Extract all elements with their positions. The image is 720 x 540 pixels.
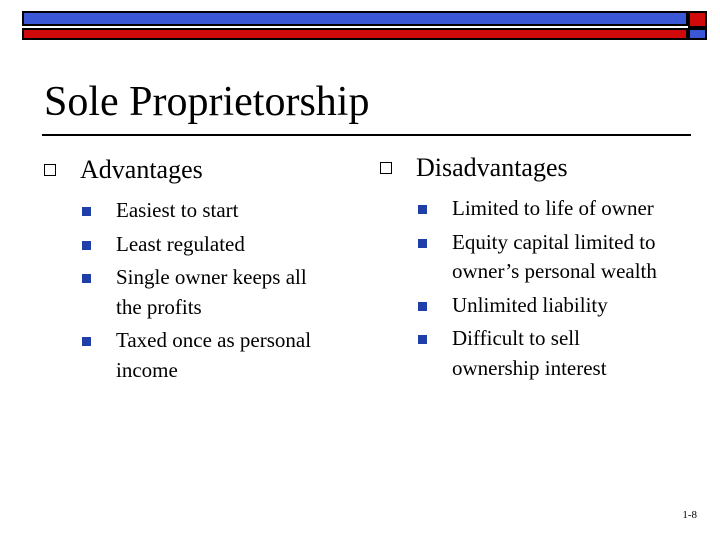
advantages-heading xyxy=(44,152,304,188)
list-item xyxy=(44,263,316,322)
list-item xyxy=(380,291,657,321)
list-item-text: Taxed once as personal income xyxy=(116,328,312,382)
filled-square-bullet-icon xyxy=(82,274,91,283)
slide-title: Sole Proprietorship xyxy=(44,79,370,125)
disadvantages-list xyxy=(380,194,657,383)
list-item-text: Equity capital limited to owner’s personal wealth xyxy=(452,229,657,283)
advantages-list xyxy=(44,196,312,385)
filled-square-bullet-icon xyxy=(82,241,91,250)
disadvantages-heading xyxy=(380,150,640,186)
list-item-text: Difficult to sell ownership interest xyxy=(452,326,607,380)
filled-square-bullet-icon xyxy=(418,239,427,248)
list-item-text: Unlimited liability xyxy=(452,292,608,317)
list-item-text: Least regulated xyxy=(116,231,245,256)
list-item-text: Limited to life of owner xyxy=(452,196,654,220)
list-item xyxy=(44,326,316,385)
advantages-column xyxy=(44,152,312,389)
list-item xyxy=(380,228,657,287)
hollow-square-bullet-icon xyxy=(380,162,392,174)
list-item xyxy=(380,324,657,383)
list-item-text: Easiest to start xyxy=(116,198,239,222)
disadvantages-column xyxy=(380,150,657,387)
list-item xyxy=(380,194,657,224)
filled-square-bullet-icon xyxy=(82,207,91,216)
hollow-square-bullet-icon xyxy=(44,164,56,176)
title-divider xyxy=(42,134,691,136)
filled-square-bullet-icon xyxy=(82,337,91,346)
list-item xyxy=(44,230,316,260)
disadvantages-heading-text: Disadvantages xyxy=(416,153,568,182)
header-bar-blue xyxy=(22,11,688,26)
filled-square-bullet-icon xyxy=(418,205,427,214)
header-corner-red-square xyxy=(688,11,707,28)
list-item-text: Single owner keeps all the profits xyxy=(116,265,307,319)
header-corner-blue-square xyxy=(688,28,707,40)
advantages-heading-text: Advantages xyxy=(80,155,203,184)
filled-square-bullet-icon xyxy=(418,302,427,311)
page-number: 1-8 xyxy=(682,509,697,521)
filled-square-bullet-icon xyxy=(418,335,427,344)
header-bar-red xyxy=(22,28,688,40)
list-item xyxy=(44,196,316,226)
